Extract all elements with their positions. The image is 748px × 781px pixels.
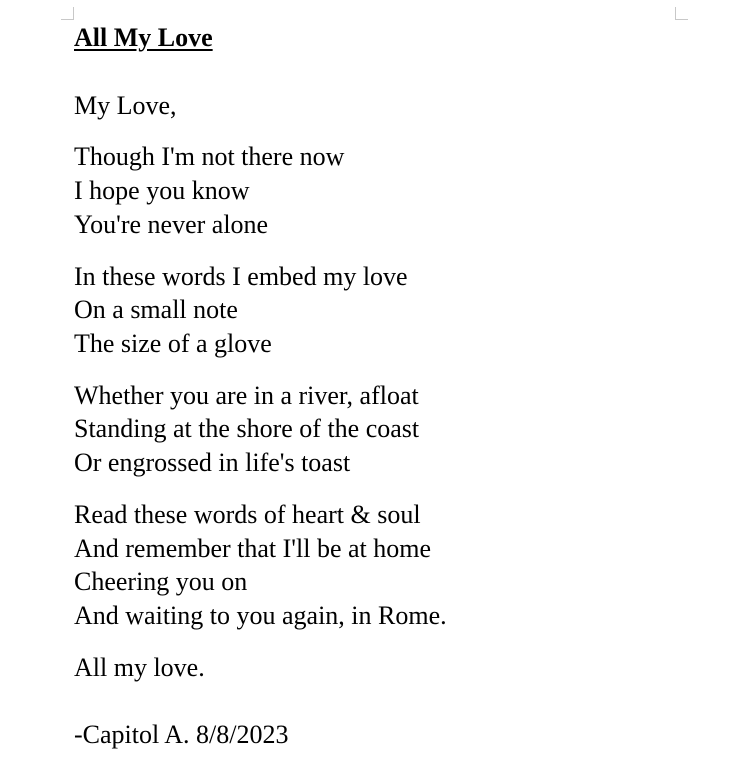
signature: -Capitol A. 8/8/2023 — [74, 720, 289, 749]
margin-corner-top-right — [675, 7, 688, 20]
poem-line: I hope you know — [74, 176, 250, 205]
closing-line: All my love. — [74, 653, 205, 682]
margin-corner-top-left — [61, 7, 74, 20]
poem-line: Whether you are in a river, afloat — [74, 381, 419, 410]
poem-line: Standing at the shore of the coast — [74, 414, 420, 443]
poem-line: And remember that I'll be at home — [74, 534, 432, 563]
poem-line: In these words I embed my love — [74, 262, 408, 291]
document-title: All My Love — [74, 23, 213, 52]
poem-line: The size of a glove — [74, 329, 272, 358]
poem-line: You're never alone — [74, 210, 269, 239]
poem-line: And waiting to you again, in Rome. — [74, 601, 447, 630]
poem-line: Though I'm not there now — [74, 142, 345, 171]
poem-line: Read these words of heart & soul — [74, 500, 421, 529]
poem-line: Or engrossed in life's toast — [74, 448, 351, 477]
poem-line: On a small note — [74, 295, 238, 324]
poem-line: Cheering you on — [74, 567, 248, 596]
greeting: My Love, — [74, 91, 177, 120]
